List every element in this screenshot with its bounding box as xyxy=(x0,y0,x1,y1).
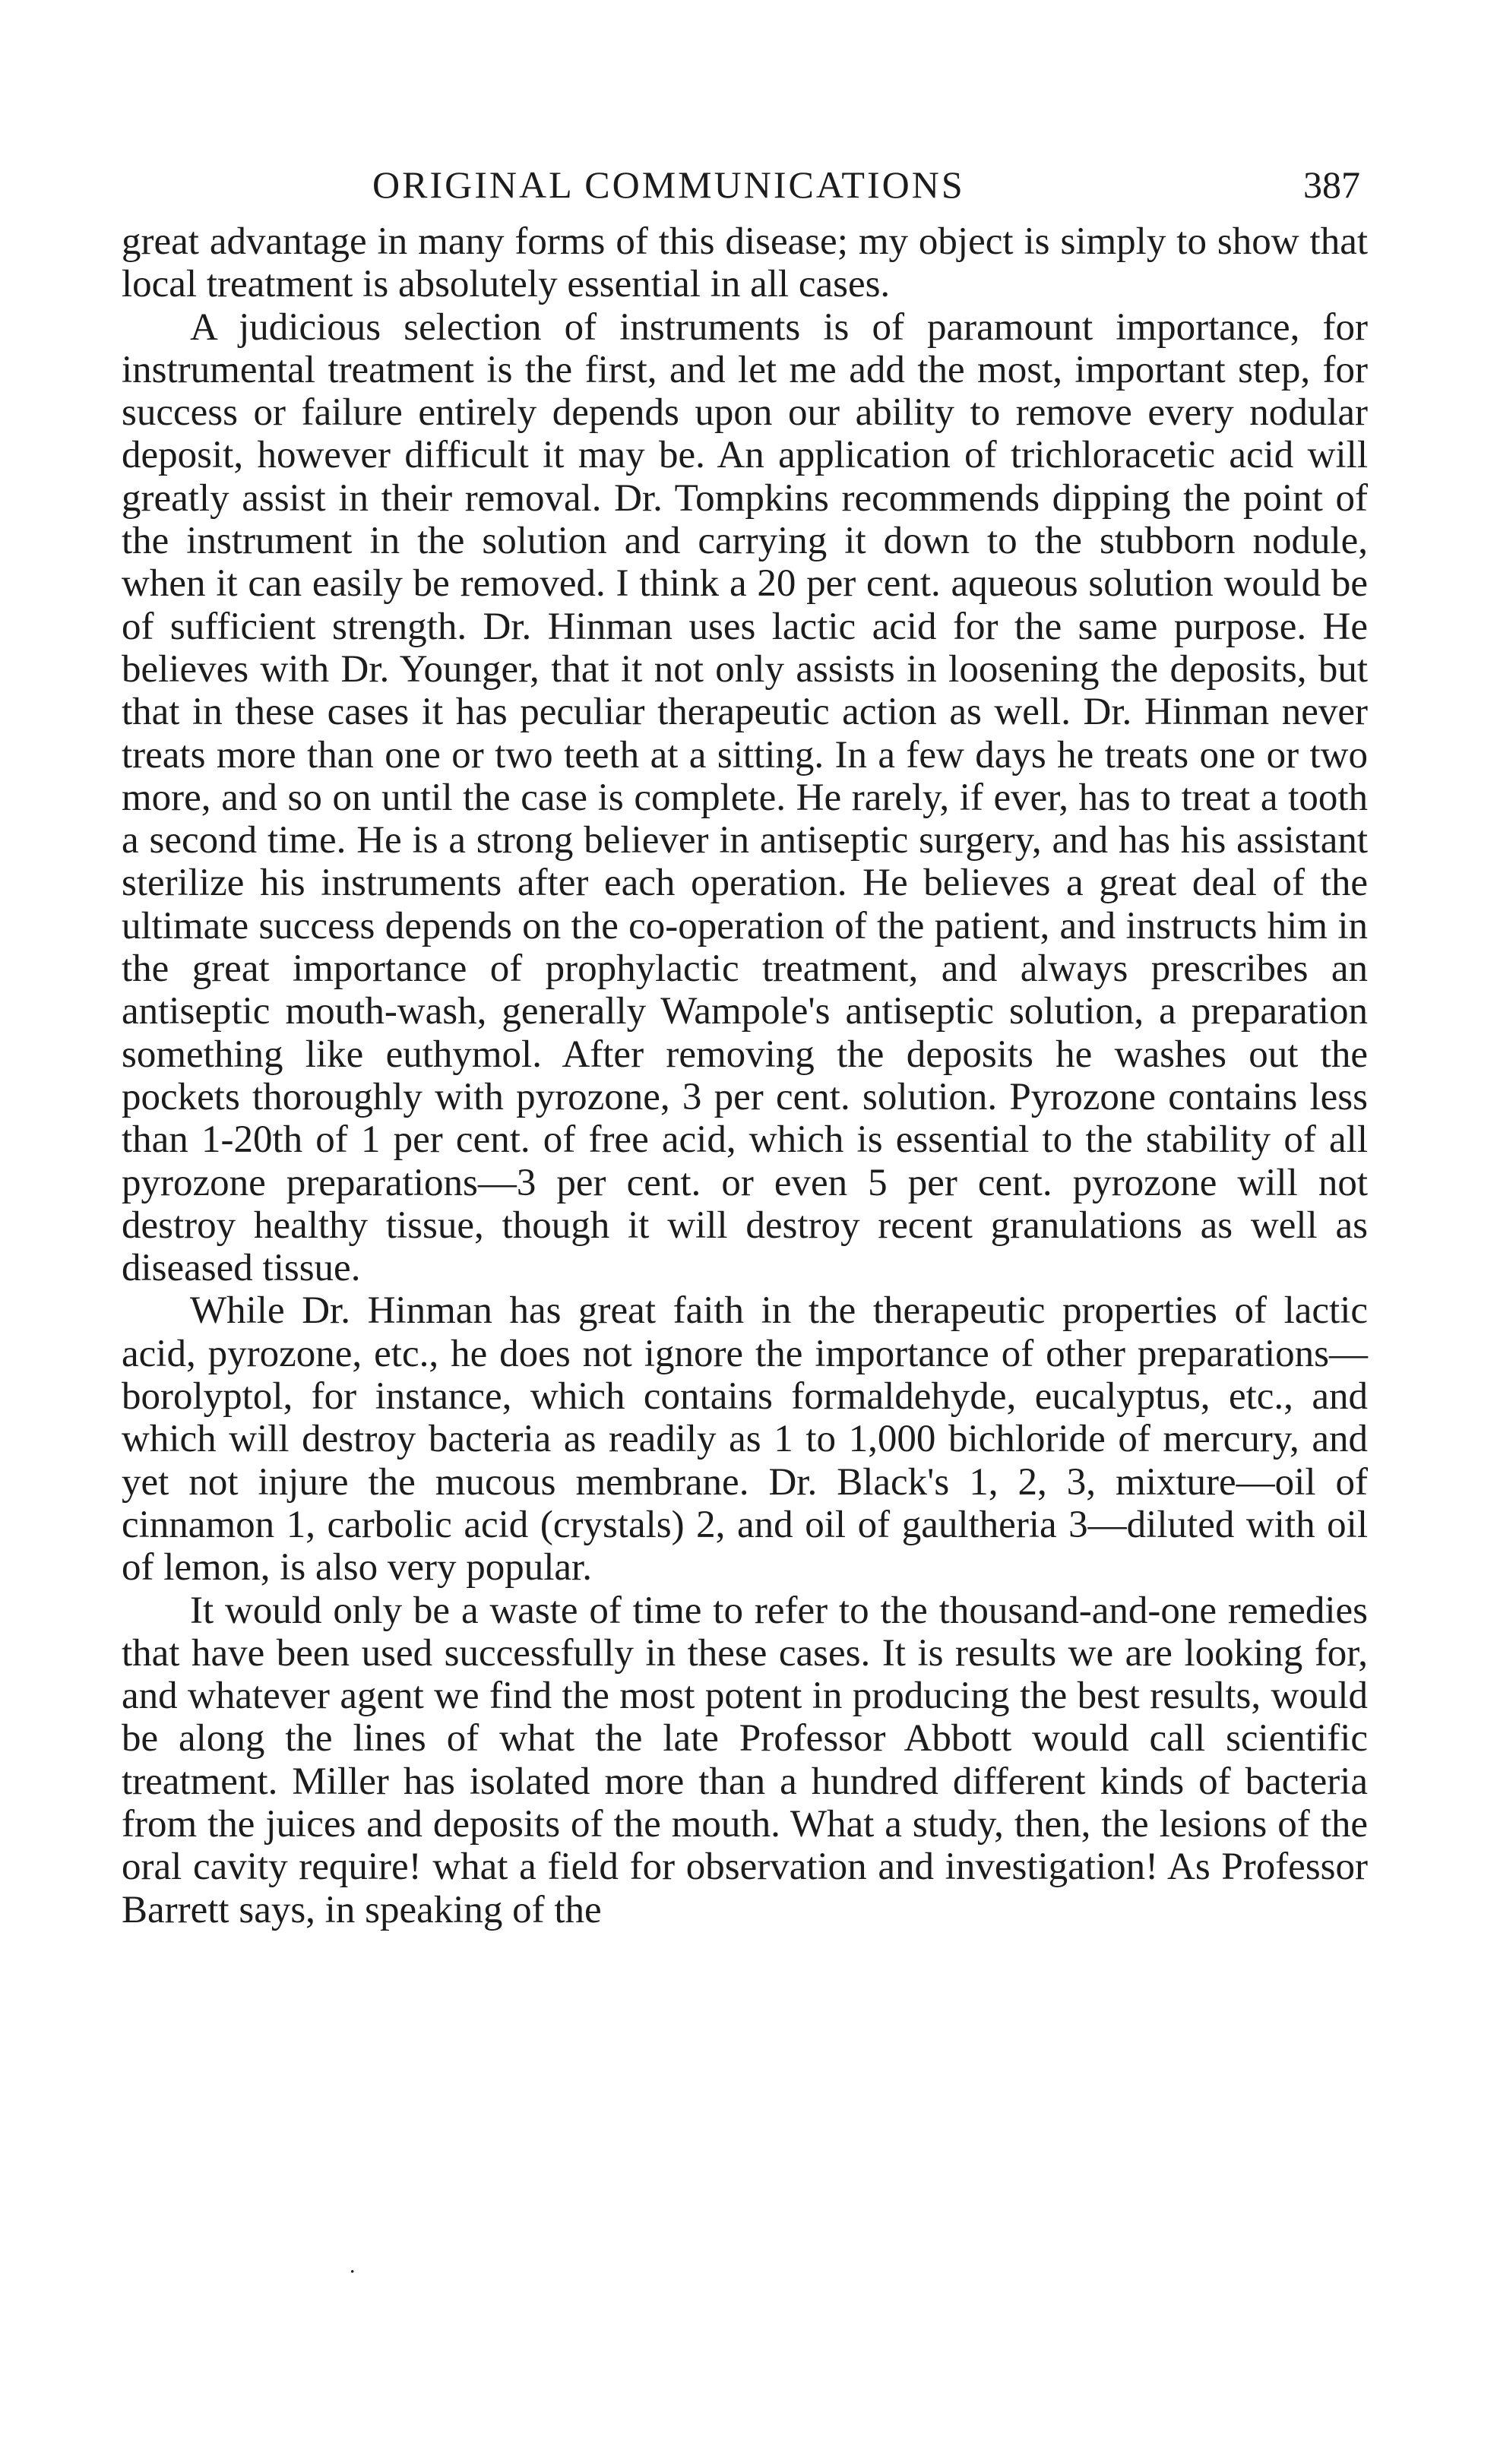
book-page xyxy=(122,152,1368,2431)
paragraph-continuation: great advantage in many forms of this disease; my object is simply to show that local treatment is absolutely essential in all cases. xyxy=(122,220,1368,306)
paragraph-hinman-remedies: While Dr. Hinman has great faith in the therapeutic properties of lactic acid, pyrozone, etc., he does not ignore the importance of other preparations—borolyptol, for instance, which contains formaldehyde, eucalyptus, etc., and which will destroy bacteria as readily as 1 to 1,000 bichloride of mercury, and yet not injure the mucous membrane. Dr. Black's 1, 2, 3, mixture—oil of cinnamon 1, carbolic acid (crystals) 2, and oil of gaultheria 3—diluted with oil of lemon, is also very popular. xyxy=(122,1289,1368,1589)
page-number: 387 xyxy=(1303,163,1360,206)
body-text xyxy=(122,220,1368,1931)
paragraph-instruments: A judicious selection of instruments is of paramount importance, for instrumental treatment is the first, and let me add the most, important step, for success or failure entirely depends upon our ability to remove every nodular deposit, however difficult it may be. An application of trichloracetic acid will greatly assist in their removal. Dr. Tompkins recommends dipping the point of the instrument in the solution and carrying it down to the stubborn nodule, when it can easily be removed. I think a 20 per cent. aqueous solution would be of sufficient strength. Dr. Hinman uses lactic acid for the same purpose. He believes with Dr. Younger, that it not only assists in loosening the deposits, but that in these cases it has peculiar therapeutic action as well. Dr. Hinman never treats more than one or two teeth at a sitting. In a few days he treats one or two more, and so on until the case is complete. He rarely, if ever, has to treat a tooth a second time. He is a strong believer in antiseptic surgery, and has his assistant sterilize his instruments after each operation. He believes a great deal of the ultimate success depends on the co-operation of the patient, and instructs him in the great importance of prophylactic treatment, and always prescribes an antiseptic mouth-wash, generally Wampole's antiseptic solution, a preparation something like euthymol. After removing the deposits he washes out the pockets thoroughly with pyrozone, 3 per cent. solution. Pyrozone contains less than 1-20th of 1 per cent. of free acid, which is essential to the stability of all pyrozone preparations—3 per cent. or even 5 per cent. pyrozone will not destroy healthy tissue, though it will destroy recent granulations as well as diseased tissue. xyxy=(122,305,1368,1290)
paragraph-scientific-treatment: It would only be a waste of time to refer to the thousand-and-one remedies that have been used successfully in these cases. It is results we are looking for, and whatever agent we find the most potent in producing the best results, would be along the lines of what the late Professor Abbott would call scientific treatment. Miller has isolated more than a hundred different kinds of bacteria from the juices and deposits of the mouth. What a study, then, the lesions of the oral cavity require! what a field for observation and investigation! As Professor Barrett says, in speaking of the xyxy=(122,1589,1368,1931)
footer-mark: . xyxy=(350,2253,356,2278)
page-header xyxy=(122,152,1368,220)
running-head: ORIGINAL COMMUNICATIONS xyxy=(372,163,965,206)
